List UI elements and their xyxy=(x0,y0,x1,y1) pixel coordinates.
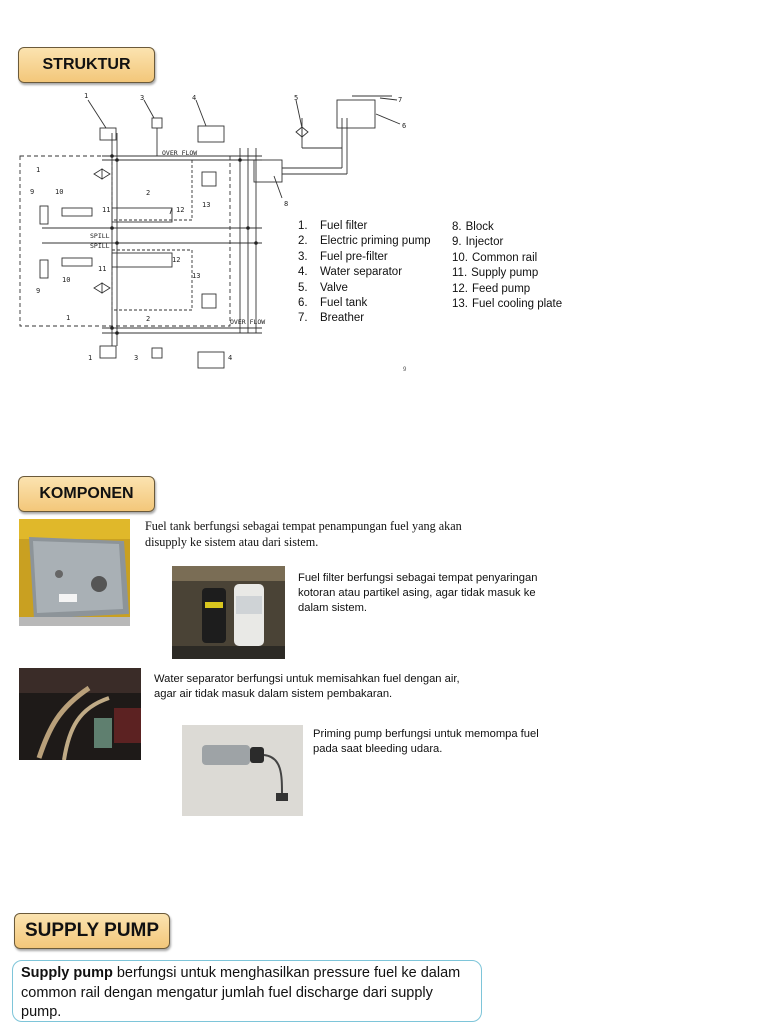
water-separator-description: Water separator berfungsi untuk memisahkan fuel dengan air, agar air tidak masuk dalam sistem pembakaran. xyxy=(154,673,460,700)
svg-text:9: 9 xyxy=(36,287,41,295)
svg-text:13: 13 xyxy=(202,201,211,209)
overflow-label-bottom: OVER FLOW xyxy=(230,318,266,326)
legend-item: 7. Breather xyxy=(298,312,365,325)
svg-text:12: 12 xyxy=(176,206,185,214)
svg-text:11: 11 xyxy=(102,206,111,214)
supply-pump-text: berfungsi untuk menghasilkan pressure fuel ke dalam common rail dengan mengatur jumlah fuel discharge dari supply pump. xyxy=(21,965,461,1020)
svg-text:10: 10 xyxy=(55,188,64,196)
svg-text:9: 9 xyxy=(30,188,35,196)
svg-text:2: 2 xyxy=(146,315,151,323)
svg-text:1: 1 xyxy=(36,166,41,174)
legend-item: 1. Fuel filter xyxy=(298,220,368,232)
page-number: 9 xyxy=(403,367,407,373)
svg-text:1: 1 xyxy=(66,314,71,322)
fuel-filter-photo xyxy=(172,566,285,659)
svg-text:4: 4 xyxy=(192,94,197,102)
svg-text:10: 10 xyxy=(62,276,71,284)
legend-item: 3. Fuel pre-filter xyxy=(298,250,388,263)
diagram-legend-right xyxy=(452,220,562,312)
svg-text:3: 3 xyxy=(134,354,139,362)
legend-item: 13. Fuel cooling plate xyxy=(452,298,563,311)
svg-text:12: 12 xyxy=(172,256,181,264)
legend-item: 6. Fuel tank xyxy=(298,297,368,310)
priming-pump-description: Priming pump berfungsi untuk memompa fuel pada saat bleeding udara. xyxy=(313,728,539,755)
overflow-label-top: OVER FLOW xyxy=(162,149,198,157)
spill-label-1: SPILL xyxy=(90,232,110,240)
svg-text:7: 7 xyxy=(398,96,403,104)
legend-item: 9. Injector xyxy=(452,236,504,249)
legend-item: 8. Block xyxy=(452,221,494,233)
svg-text:1: 1 xyxy=(88,354,93,362)
priming-pump-photo xyxy=(182,725,303,816)
svg-text:11: 11 xyxy=(98,265,107,273)
spill-label-2: SPILL xyxy=(90,242,110,250)
svg-text:5: 5 xyxy=(294,94,299,102)
svg-text:6: 6 xyxy=(402,122,407,130)
legend-item: 4. Water separator xyxy=(298,266,403,279)
svg-text:8: 8 xyxy=(284,200,289,208)
legend-item: 2. Electric priming pump xyxy=(298,235,431,248)
water-separator-photo xyxy=(19,668,141,760)
fuel-tank-description: Fuel tank berfungsi sebagai tempat penampungan fuel yang akan disupply ke sistem atau dari sistem. xyxy=(145,519,462,549)
section-title-komponen: KOMPONEN xyxy=(18,476,155,512)
svg-text:1: 1 xyxy=(84,92,89,100)
fuel-filter-description: Fuel filter berfungsi sebagai tempat penyaringan kotoran atau partikel asing, agar tidak masuk ke dalam sistem. xyxy=(298,572,538,614)
supply-pump-description xyxy=(12,960,482,1022)
diagram-legend-left xyxy=(298,219,431,327)
section-title-struktur: STRUKTUR xyxy=(18,47,155,83)
legend-item: 12. Feed pump xyxy=(452,282,531,295)
svg-text:3: 3 xyxy=(140,94,145,102)
svg-text:2: 2 xyxy=(146,189,151,197)
legend-item: 5. Valve xyxy=(298,281,348,294)
svg-text:13: 13 xyxy=(192,272,201,280)
fuel-tank-photo xyxy=(19,519,130,626)
legend-item: 11. Supply pump xyxy=(452,267,539,280)
supply-pump-term: Supply pump xyxy=(21,965,113,981)
legend-item: 10. Common rail xyxy=(452,251,538,264)
section-title-supply-pump: SUPPLY PUMP xyxy=(14,913,170,949)
svg-text:4: 4 xyxy=(228,354,233,362)
